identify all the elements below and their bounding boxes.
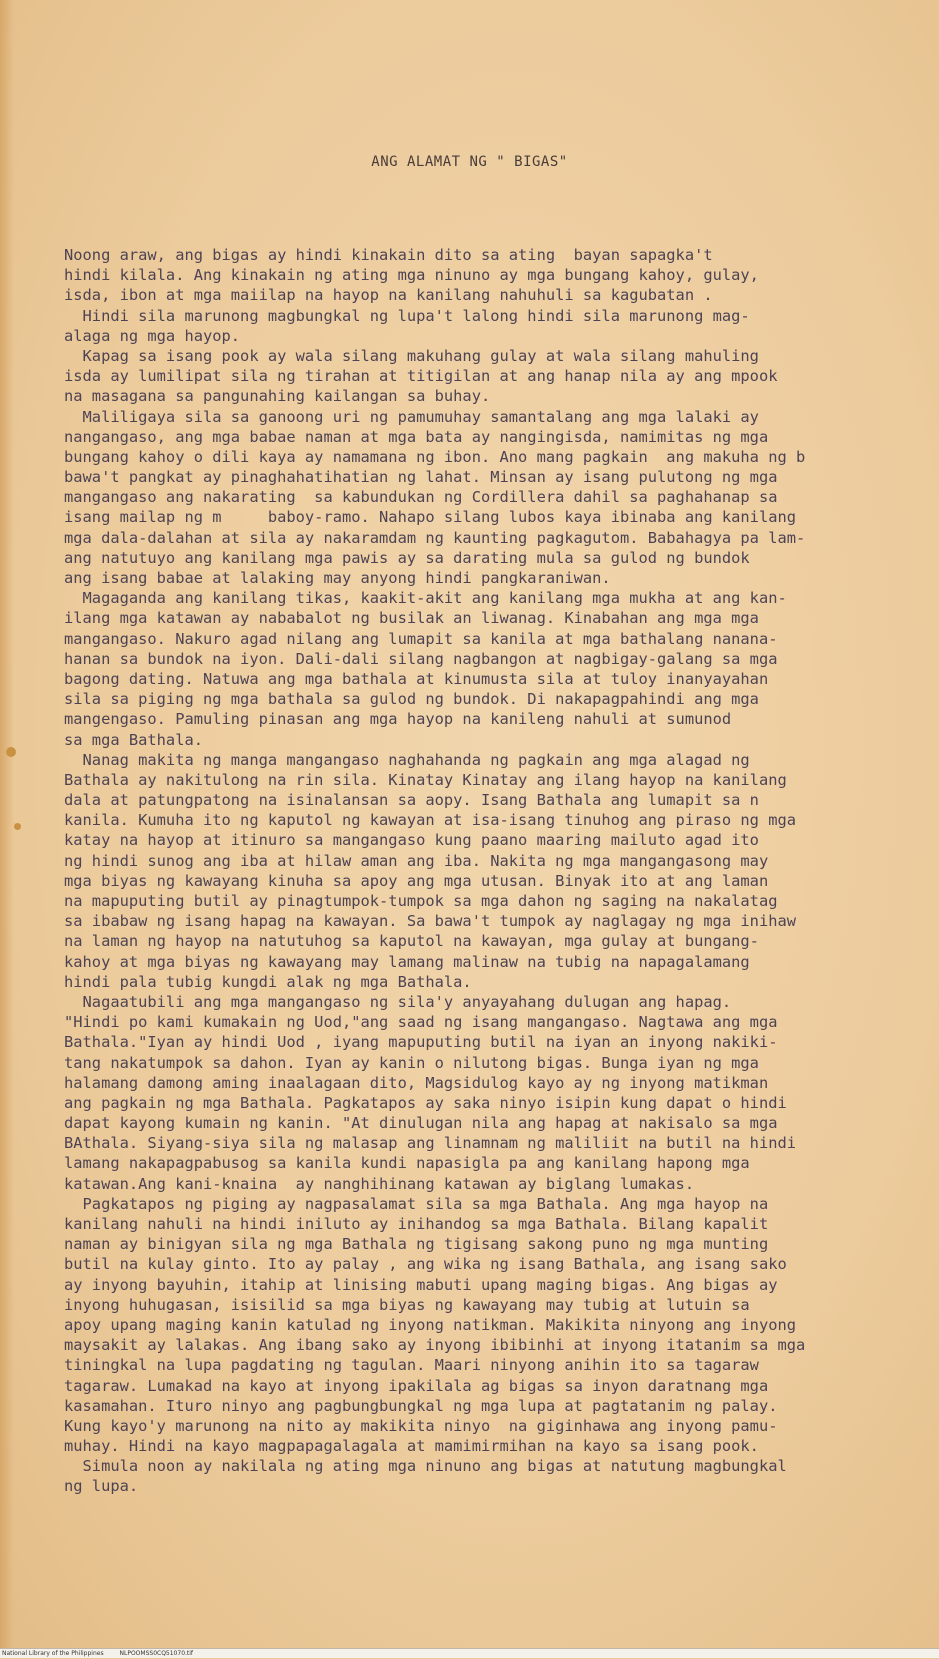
text-line: sila sa piging ng mga bathala sa gulod ng bundok. Di nakapagpahindi ang mga bbox=[64, 690, 759, 709]
text-line: maysakit ay lalakas. Ang ibang sako ay inyong ibibinhi at inyong itatanim sa mga bbox=[64, 1336, 806, 1355]
text-line: kahoy at mga biyas ng kawayang may lamang malinaw na tubig na napagalamang bbox=[64, 952, 750, 971]
text-line: dala at patungpatong na isinalansan sa aopy. Isang Bathala ang lumapit sa n bbox=[64, 791, 759, 810]
text-line: ilang mga katawan ay nababalot ng busilak an liwanag. Kinabahan ang mga mga bbox=[64, 609, 759, 628]
text-line: Nanag makita ng manga mangangaso naghahanda ng pagkain ang mga alagad ng bbox=[64, 750, 750, 769]
text-line: "Hindi po kami kumakain ng Uod,"ang saad ng isang mangangaso. Nagtawa ang mga bbox=[64, 1013, 778, 1032]
text-line: ng lupa. bbox=[64, 1477, 139, 1496]
text-line: isang mailap ng m baboy-ramo. Nahapo silang lubos kaya ibinaba ang kanilang bbox=[64, 508, 797, 527]
text-line: kasamahan. Ituro ninyo ang pagbungbungkal ng mga lupa at pagtatanim ng palay. bbox=[64, 1396, 778, 1415]
text-line: tiningkal na lupa pagdating ng tagulan. Maari ninyong anihin ito sa tagaraw bbox=[64, 1356, 759, 1375]
text-line: ang isang babae at lalaking may anyong hindi pangkaraniwan. bbox=[64, 569, 611, 587]
text-line: sa ibabaw ng isang hapag na kawayan. Sa bawa't tumpok ay naglagay ng mga inihaw bbox=[64, 912, 797, 931]
text-line: tang nakatumpok sa dahon. Iyan ay kanin o nilutong bigas. Bunga iyan ng mga bbox=[64, 1053, 759, 1072]
text-line: mga dala-dalahan at sila ay nakaramdam ng kaunting pagkagutom. Babahagya pa lam- bbox=[64, 528, 806, 547]
text-line: nangangaso, ang mga babae naman at mga bata ay nangingisda, namimitas ng mga bbox=[64, 427, 769, 446]
text-line: ng hindi sunog ang iba at hilaw aman ang iba. Nakita ng mga mangangasong may bbox=[64, 851, 769, 870]
text-line: Magaganda ang kanilang tikas, kaakit-akit ang kanilang mga mukha at ang kan- bbox=[64, 589, 787, 608]
text-line: hanan sa bundok na iyon. Dali-dali silang nagbangon at nagbigay-galang sa mga bbox=[64, 649, 778, 668]
text-line: inyong huhugasan, isisilid sa mga biyas ng kawayang may tubig at lutuin sa bbox=[64, 1295, 750, 1314]
text-line: kanila. Kumuha ito ng kaputol ng kawayan at isa-isang tinuhog ang piraso ng mga bbox=[64, 811, 797, 830]
text-line: Bathala ay nakitulong na rin sila. Kinatay Kinatay ang ilang hayop na kanilang bbox=[64, 770, 787, 789]
text-line: ang natutuyo ang kanilang mga pawis ay sa darating mula sa gulod ng bundok bbox=[64, 548, 750, 567]
text-line: ang pagkain ng mga Bathala. Pagkatapos ay saka ninyo isipin kung dapat o hindi bbox=[64, 1093, 787, 1112]
text-line: isda ay lumilipat sila ng tirahan at titigilan at ang hanap nila ay ang mpook bbox=[64, 367, 778, 386]
ink-stain bbox=[14, 823, 21, 830]
text-line: mangangaso. Nakuro agad nilang ang lumapit sa kanila at mga bathalang nanana- bbox=[64, 629, 778, 648]
text-line: ay inyong bayuhin, itahip at linising mabuti upang maging bigas. Ang bigas ay bbox=[64, 1275, 778, 1294]
text-line: Simula noon ay nakilala ng ating mga ninuno ang bigas at natutung magbungkal bbox=[64, 1457, 787, 1476]
file-name: NLPOOMSS0CQ51070.tif bbox=[119, 1650, 194, 1657]
text-line: hindi kilala. Ang kinakain ng ating mga ninuno ay mga bungang kahoy, gulay, bbox=[64, 266, 759, 285]
text-line: bungang kahoy o dili kaya ay namamana ng ibon. Ano mang pagkain ang makuha ng b bbox=[64, 447, 806, 466]
text-line: Bathala."Iyan ay hindi Uod , iyang mapuputing butil na iyan an inyong nakiki- bbox=[64, 1033, 778, 1052]
text-line: lamang nakapagpabusog sa kanila kundi napasigla pa ang kanilang hapong mga bbox=[64, 1154, 750, 1173]
text-line: na mapuputing butil ay pinagtumpok-tumpok sa mga dahon ng saging na nakalatag bbox=[64, 892, 778, 910]
text-line: BAthala. Siyang-siya sila ng malasap ang linamnam ng maliliit na butil na hindi bbox=[64, 1134, 797, 1153]
text-line: alaga ng mga hayop. bbox=[64, 326, 241, 345]
text-line: na laman ng hayop na natutuhog sa kaputol na kawayan, mga gulay at bungang- bbox=[64, 932, 759, 951]
text-line: Maliligaya sila sa ganoong uri ng pamumuhay samantalang ang mga lalaki ay bbox=[64, 407, 759, 426]
text-line: muhay. Hindi na kayo magpapagalagala at mamimirmihan na kayo sa isang pook. bbox=[64, 1437, 759, 1456]
text-line: isda, ibon at mga maiilap na hayop na kanilang nahuhuli sa kagubatan . bbox=[64, 286, 713, 305]
ink-stain bbox=[6, 747, 16, 757]
text-line: apoy upang maging kanin katulad ng inyong natikman. Makikita ninyong ang inyong bbox=[64, 1315, 797, 1334]
text-line: mga biyas ng kawayang kinuha sa apoy ang mga utusan. Binyak ito at ang laman bbox=[64, 871, 769, 890]
text-line: dapat kayong kumain ng kanin. "At dinulugan nila ang hapag at nakisalo sa mga bbox=[64, 1114, 778, 1133]
document-title: ANG ALAMAT NG " BIGAS" bbox=[371, 154, 568, 170]
text-line: hindi pala tubig kungdi alak ng mga Bathala. bbox=[64, 972, 472, 991]
text-line: na masagana sa pangunahing kailangan sa buhay. bbox=[64, 387, 491, 406]
text-line: katay na hayop at itinuro sa mangangaso kung paano maaring mailuto agad ito bbox=[64, 831, 759, 850]
text-line: bagong dating. Natuwa ang mga bathala at kinumusta sila at tuloy inanyayahan bbox=[64, 669, 769, 688]
text-line: Noong araw, ang bigas ay hindi kinakain dito sa ating bayan sapagka't bbox=[64, 246, 713, 264]
text-line: Hindi sila marunong magbungkal ng lupa't lalong hindi sila marunong mag- bbox=[64, 306, 750, 325]
text-line: katawan.Ang kani-knaina ay nanghihinang katawan ay biglang lumakas. bbox=[64, 1174, 695, 1193]
text-line: naman ay binigyan sila ng mga Bathala ng tigisang sakong puno ng mga munting bbox=[64, 1235, 769, 1254]
document-body bbox=[64, 245, 904, 1497]
text-line: Kung kayo'y marunong na nito ay makikita ninyo na giginhawa ang inyong pamu- bbox=[64, 1416, 778, 1435]
text-line: tagaraw. Lumakad na kayo at inyong ipakilala ag bigas sa inyon daratnang mga bbox=[64, 1376, 769, 1395]
text-line: butil na kulay ginto. Ito ay palay , ang wika ng isang Bathala, ang isang sako bbox=[64, 1255, 787, 1274]
library-label: National Library of the Philippines bbox=[2, 1650, 104, 1657]
text-line: sa mga Bathala. bbox=[64, 730, 203, 749]
text-line: mangengaso. Pamuling pinasan ang mga hayop na kanileng nahuli at sumunod bbox=[64, 710, 732, 729]
text-line: kanilang nahuli na hindi iniluto ay inihandog sa mga Bathala. Bilang kapalit bbox=[64, 1215, 769, 1233]
text-line: Kapag sa isang pook ay wala silang makuhang gulay at wala silang mahuling bbox=[64, 346, 759, 365]
text-line: Pagkatapos ng piging ay nagpasalamat sila sa mga Bathala. Ang mga hayop na bbox=[64, 1194, 769, 1213]
page-edge-shadow bbox=[0, 0, 14, 1648]
scan-footer bbox=[0, 1648, 939, 1658]
text-line: halamang damong aming inaalagaan dito, Magsidulog kayo ay ng inyong matikman bbox=[64, 1073, 769, 1092]
text-line: mangangaso ang nakarating sa kabundukan ng Cordillera dahil sa paghahanap sa bbox=[64, 488, 778, 507]
text-line: bawa't pangkat ay pinaghahatihatian ng lahat. Minsan ay isang pulutong ng mga bbox=[64, 468, 778, 487]
text-line: Nagaatubili ang mga mangangaso ng sila'y anyayahang dulugan ang hapag. bbox=[64, 992, 732, 1011]
